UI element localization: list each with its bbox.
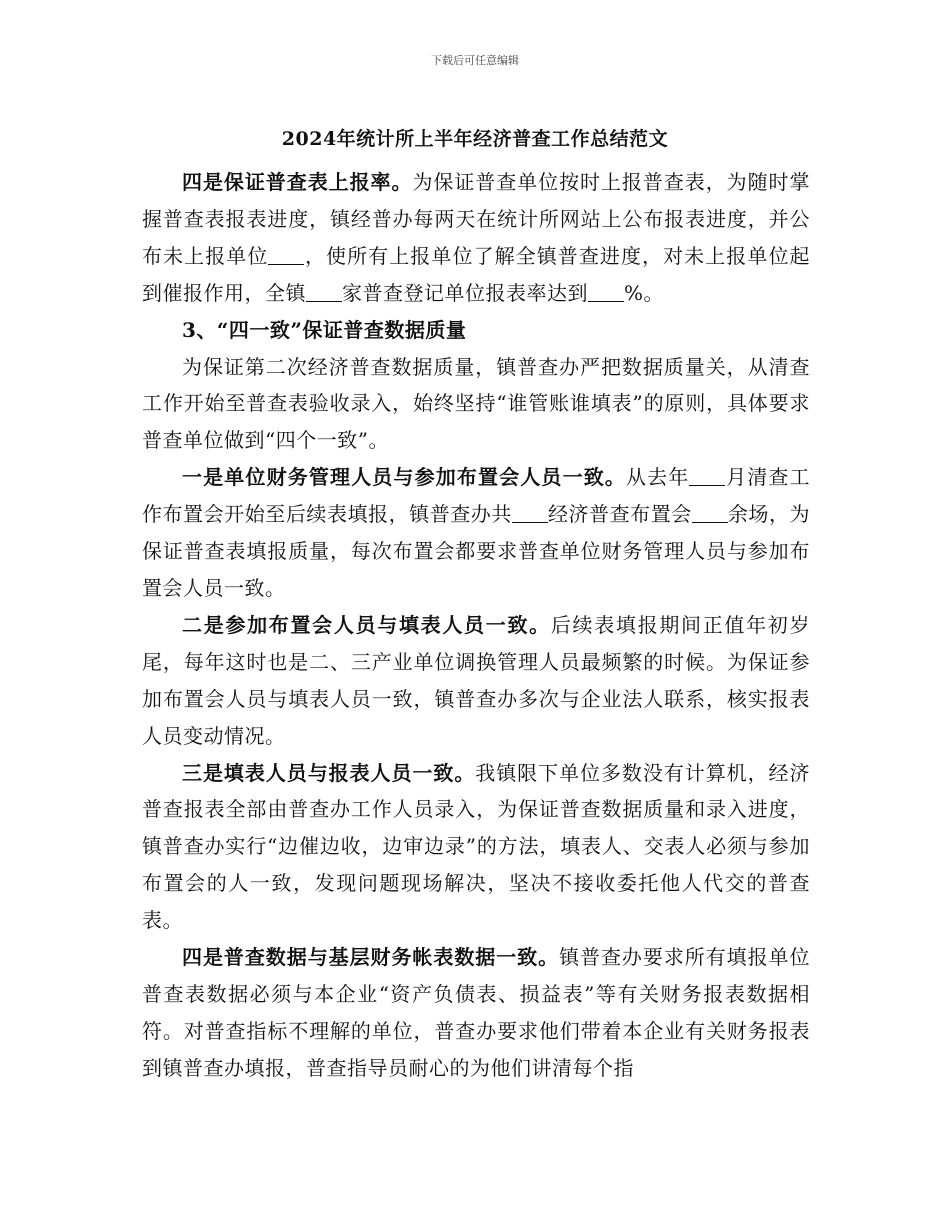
paragraph-intro <box>142 349 810 460</box>
paragraph-consistency-4 <box>142 939 810 1087</box>
paragraph-text: 为保证普查单位按时上报普查表，为随时掌握普查表报表进度，镇经普办每两天在统计所网站上公布报表进度，并公布未上报单位 <box>142 170 811 268</box>
paragraph-lead: 一是单位财务管理人员与参加布置会人员一致。 <box>182 465 626 490</box>
blank-field <box>512 506 548 523</box>
blank-field <box>692 506 728 523</box>
paragraph-text: 镇普查办要求所有填报单位普查表数据必须与本企业“资产负债表、损益表”等有关财务报表数据相符。对普查指标不理解的单位，普查办要求他们带着本企业有关财务报表到镇普查办填报，普查指导员耐心的为他们讲清每个指 <box>142 945 811 1080</box>
blank-field <box>689 469 725 486</box>
paragraph-text: 经济普查布置会 <box>547 502 692 527</box>
paragraph-text: 为保证第二次经济普查数据质量，镇普查办严把数据质量关，从清查工作开始至普查表验收录入，始终坚持“谁管账谁填表”的原则，具体要求普查单位做到“四个一致”。 <box>142 354 810 453</box>
paragraph-lead: 三是填表人员与报表人员一致。 <box>182 760 476 785</box>
paragraph-lead: 二是参加布置会人员与填表人员一致。 <box>182 612 551 637</box>
page-header: 下载后可任意编辑 <box>431 54 519 67</box>
paragraph-text: %。 <box>624 280 665 305</box>
paragraph-text: 后续表填报期间正值年初岁尾，每年这时也是二、三产业单位调换管理人员最频繁的时候。为保证参加布置会人员与填表人员一致，镇普查办多次与企业法人联系，核实报表人员变动情况。 <box>142 612 811 748</box>
paragraph-text: ，使所有上报单位了解全镇普查进度，对未上报单位起到催报作用，全镇 <box>142 243 811 305</box>
document-body <box>142 164 810 1087</box>
paragraph-text: 家普查登记单位报表率达到 <box>342 280 588 305</box>
paragraph-text: 余场，为保证普查表填报质量，每次布置会都要求普查单位财务管理人员与参加布置会人员一致。 <box>142 502 811 600</box>
paragraph-consistency-1 <box>142 459 810 607</box>
paragraph-report-rate <box>142 164 810 312</box>
paragraph-consistency-2 <box>142 607 810 755</box>
blank-field <box>306 285 342 302</box>
blank-field <box>268 248 304 265</box>
blank-field <box>588 285 624 302</box>
paragraph-text: 我镇限下单位多数没有计算机，经济普查报表全部由普查办工作人员录入，为保证普查数据质量和录入进度，镇普查办实行“边催边收，边审边录”的方法，填表人、交表人必须与参加布置会的人一致，发现问题现场解决，坚决不接收委托他人代交的普查表。 <box>142 760 811 933</box>
document-title: 2024年统计所上半年经济普查工作总结范文 <box>281 128 669 150</box>
paragraph-consistency-3 <box>142 755 810 940</box>
paragraph-lead: 四是普查数据与基层财务帐表数据一致。 <box>182 945 560 970</box>
paragraph-text: 月清查工作布置会开始至后续表填报，镇普查办共 <box>142 465 811 527</box>
section-heading-text: 3、“四一致”保证普查数据质量 <box>182 317 467 342</box>
paragraph-lead: 四是保证普查表上报率。 <box>182 170 413 194</box>
paragraph-text: 从去年 <box>626 465 690 490</box>
section-heading <box>142 312 810 349</box>
